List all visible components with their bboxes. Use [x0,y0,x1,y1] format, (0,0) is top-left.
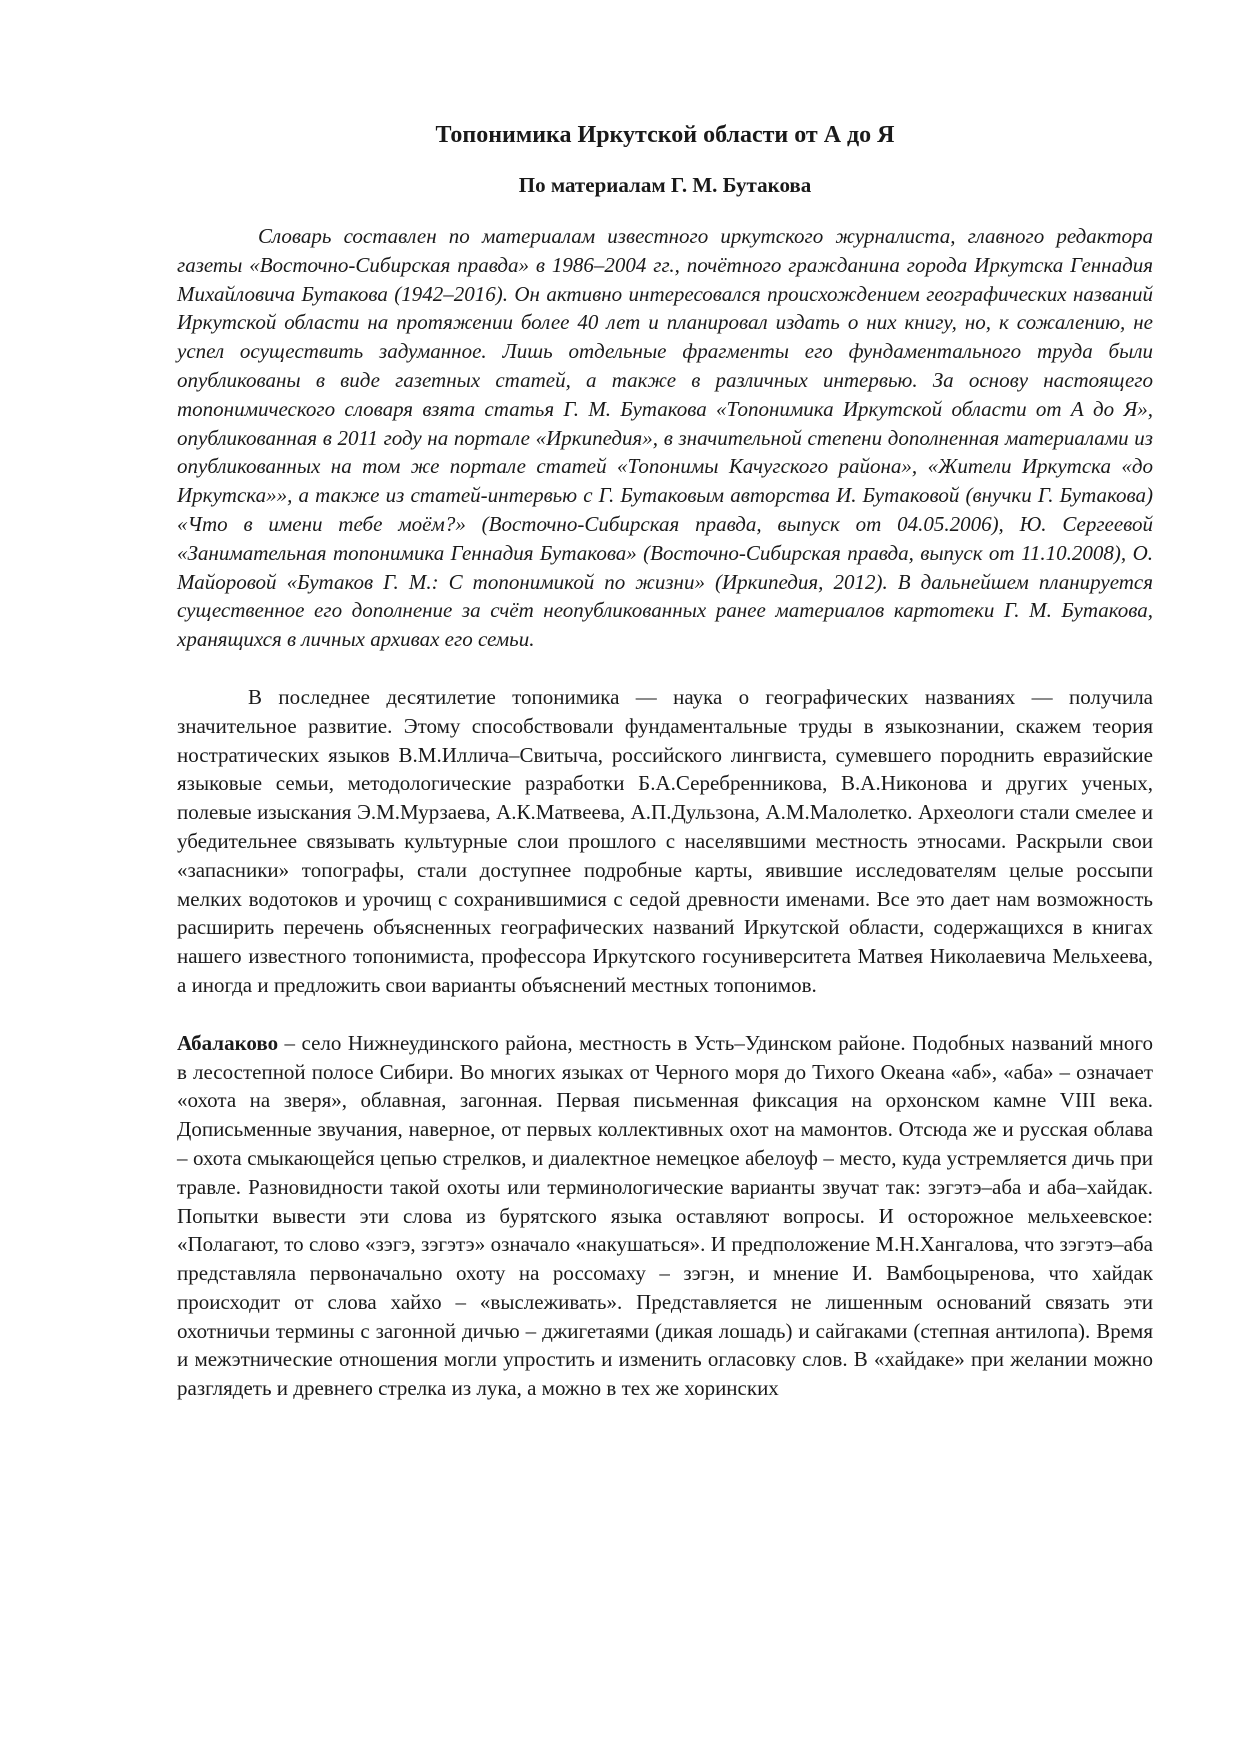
entry-text: – село Нижнеудинского района, местность в Усть–Удинском районе. Подобных названий много в лесостепной полосе Сибири. Во многих языках от Черного моря до Тихого Океана «аб», «аба» – означает «охота на зверя», облавная, загонная. Первая письменная фиксация на орхонском камне VIII века. Дописьменные звучания, наверное, от первых коллективных охот на мамонтов. Отсюда же и русская облава – охота смыкающейся цепью стрелков, и диалектное немецкое абелоуф – место, куда устремляется дичь при травле. Разновидности такой охоты или терминологические варианты звучат так: зэгэтэ–аба и аба–хайдак. Попытки вывести эти слова из бурятского языка оставляют вопросы. И осторожное мельхеевское: «Полагают, то слово «зэгэ, зэгэтэ» означало «накушаться». И предположение М.Н.Хангалова, что зэгэтэ–аба представляла первоначально охоту на россомаху – зэгэн, и мнение И. Вамбоцыренова, что хайдак происходит от слова хайхо – «выслеживать». Представляется не лишенным оснований связать эти охотничьи термины с загонной дичью – джигетаями (дикая лошадь) и сайгаками (степная антилопа). Время и межэтнические отношения могли упростить и изменить огласовку слов. В «хайдаке» при желании можно разглядеть и древнего стрелка из лука, а можно в тех же хоринских [177,1030,1153,1401]
document-page [177,118,1153,1403]
document-title: Топонимика Иркутской области от А до Я [435,122,895,148]
foreword-paragraph: Словарь составлен по материалам известного иркутского журналиста, главного редактора газеты «Восточно-Сибирская правда» в 1986–2004 гг., почётного гражданина города Иркутска Геннадия Михайловича Бутакова (1942–2016). Он активно интересовался происхождением географических названий Иркутской области на протяжении более 40 лет и планировал издать о них книгу, но, к сожалению, не успел осуществить задуманное. Лишь отдельные фрагменты его фундаментального труда были опубликованы в виде газетных статей, а также в различных интервью. За основу настоящего топонимического словаря взята статья Г. М. Бутакова «Топонимика Иркутской области от А до Я», опубликованная в 2011 году на портале «Иркипедия», в значительной степени дополненная материалами из опубликованных на том же портале статей «Топонимы Качугского района», «Жители Иркутска «до Иркутска»», а также из статей-интервью с Г. Бутаковым авторства И. Бутаковой (внучки Г. Бутакова) «Что в имени тебе моём?» (Восточно-Сибирская правда, выпуск от 04.05.2006), Ю. Сергеевой «Занимательная топонимика Геннадия Бутакова» (Восточно-Сибирская правда, выпуск от 11.10.2008), О. Майоровой «Бутаков Г. М.: С топонимикой по жизни» (Иркипедия, 2012). В дальнейшем планируется существенное его дополнение за счёт неопубликованных ранее материалов картотеки Г. М. Бутакова, хранящихся в личных архивах его семьи. [177,224,1153,652]
entry-term: Абалаково [177,1030,279,1055]
dictionary-entry [177,1029,1153,1403]
document-subtitle: По материалам Г. М. Бутакова [518,173,812,197]
intro-paragraph: В последнее десятилетие топонимика — наука о географических названиях — получила значительное развитие. Этому способствовали фундаментальные труды в языкознании, скажем теория ностратических языков В.М.Иллича–Свитыча, российского лингвиста, сумевшего породнить евразийские языковые семьи, методологические разработки Б.А.Серебренникова, В.А.Никонова и других ученых, полевые изыскания Э.М.Мурзаева, А.К.Матвеева, А.П.Дульзона, А.М.Малолетко. Археологи стали смелее и убедительнее связывать культурные слои прошлого с населявшими местность этносами. Раскрыли свои «запасники» топографы, стали доступнее подробные карты, явившие исследователям целые россыпи мелких водотоков и урочищ с сохранившимися с седой древности именами. Все это дает нам возможность расширить перечень объясненных географических названий Иркутской области, содержащихся в книгах нашего известного топонимиста, профессора Иркутского госуниверситета Матвея Николаевича Мельхеева, а иногда и предложить свои варианты объяснений местных топонимов. [177,684,1153,997]
